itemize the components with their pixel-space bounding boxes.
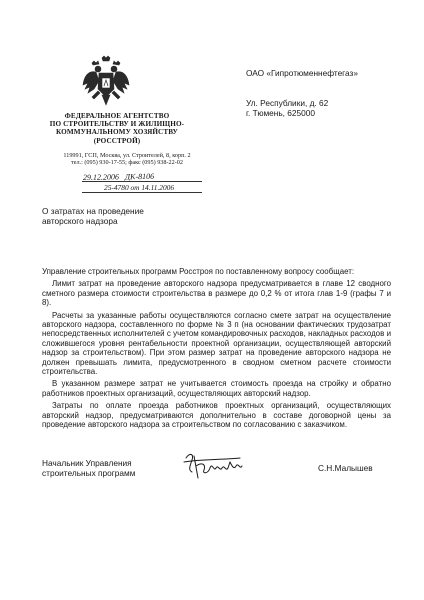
position-line: Начальник Управления [42,458,132,468]
signatory-position [42,458,192,478]
recipient-street: Ул. Республики, д. 62 [246,98,329,108]
handwritten-signature-icon [180,448,252,482]
letter-body [42,267,391,433]
handwritten-date: 29.12.2006 [82,172,120,183]
letter-subject [42,206,242,226]
recipient-organization: ОАО «Гипротюменнефтегаз» [246,68,358,78]
body-paragraph: В указанном размере затрат не учитывается стоимость проезда на стройку и обратно работников проектных организаций, осуществляющих авторский надзор. [42,379,391,398]
handwritten-number: ДК-8106 [124,171,155,182]
body-paragraph: Расчеты за указанные работы осуществляются согласно смете затрат на осуществление авторского надзора, составленного по форме № 3 п (на основании фактических трудозатрат непосредственных исполнителей с учетом командировочных расходов, накладных расходов и сложившегося уровня рентабельности проектной организации, осуществляющей авторский надзор за строительством). При этом размер затрат на проведение авторского надзора не должен превышать лимита, предусмотренного в сводном сметном расчете стоимости строительства. [42,310,391,377]
agency-line: ПО СТРОИТЕЛЬСТВУ И ЖИЛИЩНО- [49,120,185,129]
contact-line: тел.: (095) 930-17-55; факс (095) 938-22-02 [71,159,183,167]
recipient-block [246,68,416,118]
subject-line: О затратах на проведение [42,206,144,216]
agency-line: (РОССТРОЙ) [93,136,141,145]
agency-name [42,112,192,145]
recipient-city: г. Тюмень, 625000 [246,108,315,118]
subject-line: авторского надзора [42,216,118,226]
date-underline [82,181,202,182]
outgoing-reference: 25-4780 от 14.11.2006 [104,183,175,192]
body-paragraph: Затраты по оплате проезда работников проектных организаций, осуществляющих авторский надзор, предусматриваются дополнительно в составе договорной цены за проведение авторского надзора за строительством по согласованию с заказчиком. [42,401,391,430]
agency-line: ФЕДЕРАЛЬНОЕ АГЕНТСТВО [64,112,170,120]
body-paragraph: Управление строительных программ Росстроя по поставленному вопросу сообщает: [42,267,355,276]
body-paragraph: Лимит затрат на проведение авторского надзора предусматривается в главе 12 сводного сметного размера стоимости строительства в размере до 0,2 % от итога глав 1-9 (графы 7 и 8). [42,279,391,308]
agency-address [42,152,212,166]
reference-underline [82,192,202,193]
address-line: 119991, ГСП, Москва, ул. Строителей, 8, корп. 2 [63,152,191,159]
signatory-name: С.Н.Малышев [318,463,373,473]
position-line: строительных программ [42,468,136,478]
russian-coat-of-arms-icon [80,55,132,107]
agency-line: КОММУНАЛЬНОМУ ХОЗЯЙСТВУ [56,128,178,137]
